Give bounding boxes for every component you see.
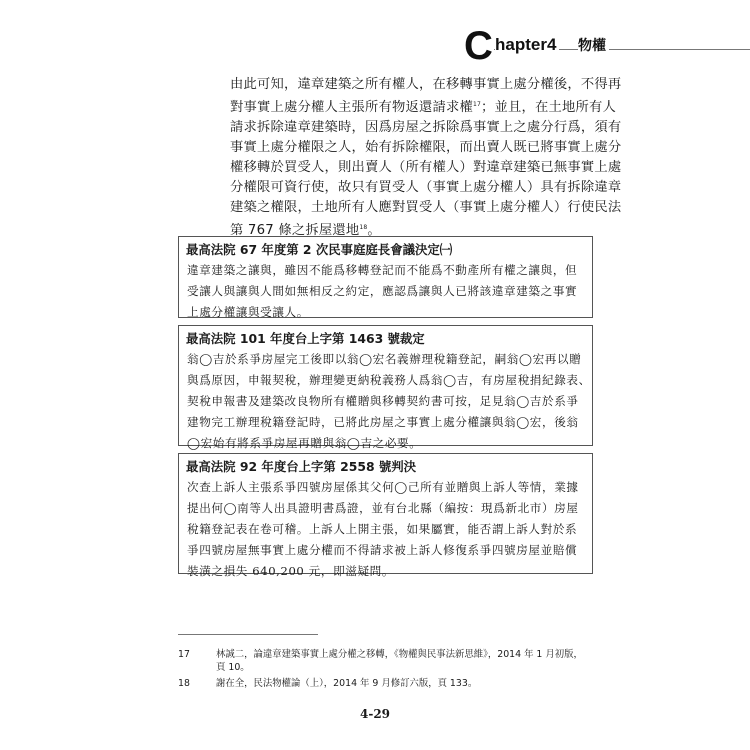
case-text-line: 上處分權讓與受讓人。	[187, 305, 309, 319]
case-box-2	[178, 325, 593, 450]
case-text-line: 違章建築之讓與，雖因不能爲移轉登記而不能爲不動產所有權之讓與，但	[187, 263, 578, 277]
footnote-rule	[178, 634, 318, 635]
chapter-title: 物權	[578, 37, 609, 55]
case-text-line: 契稅申報書及建築改良物所有權贈與移轉契約書可按，足見翁◯吉於系爭	[187, 394, 579, 408]
paragraph-line: 第 767 條之拆屋還地$^{18}$。	[230, 223, 381, 238]
paragraph-text: ；並且，在土地所有人	[481, 100, 616, 115]
case-box-1	[178, 236, 593, 318]
case-text-line: 建物完工辦理稅籍登記時，已將此房屋之事實上處分權讓與翁◯宏，後翁	[187, 415, 579, 429]
paragraph-text: 第 767 條之拆屋還地	[230, 223, 360, 238]
case-text-line: ◯宏始有將系爭房屋再贈與翁◯吉之必要。	[187, 436, 422, 450]
footnote-number: 17	[178, 649, 190, 660]
footnote-ref: 18	[359, 224, 368, 231]
case-text-line: 稅籍登記表在卷可稽。上訴人上開主張，如果屬實，能否謂上訴人對於系	[187, 522, 578, 536]
paragraph-line	[230, 95, 616, 118]
case-text-line: 次查上訴人主張系爭四號房屋係其父何◯己所有並贈與上訴人等情，業據	[187, 480, 579, 494]
footnote-17	[178, 648, 583, 661]
case-title: 最高法院 101 年度台上字第 1463 號裁定	[186, 331, 425, 346]
case-box-3	[178, 453, 593, 578]
chapter-label: hapter4	[495, 36, 559, 54]
paragraph-line: 權移轉於買受人，則出賣人（所有權人）對違章建築已無事實上處	[230, 160, 622, 175]
paragraph-line: 事實上處分權限之人，始有拆除權限，而出賣人既已將事實上處分	[230, 140, 622, 155]
paragraph-text: 對事實上處分權人主張所有物返還請求權	[230, 100, 473, 115]
footnote-number: 18	[178, 678, 190, 689]
case-text-line: 爭四號房屋無事實上處分權而不得請求被上訴人修復系爭四號房屋並賠償	[187, 543, 578, 557]
case-text-line: 受讓人與讓與人間如無相反之約定，應認爲讓與人已將該違章建築之事實	[187, 284, 578, 298]
case-text-line: 與爲原因，申報契稅，辦理變更納稅義務人爲翁◯吉，有房屋稅捐紀錄表、	[187, 373, 591, 387]
chapter-header	[464, 24, 750, 70]
paragraph-line: 請求拆除違章建築時，因爲房屋之拆除爲事實上之處分行爲，須有	[230, 120, 622, 135]
case-text-line: 翁◯吉於系爭房屋完工後即以翁◯宏名義辦理稅籍登記，嗣翁◯宏再以贈	[187, 352, 582, 366]
footnote-text: 謝在全，民法物權論（上），2014 年 9 月修訂六版，頁 133。	[216, 678, 478, 689]
case-text-line: 裝潢之損失 640,200 元，即滋疑問。	[187, 564, 395, 578]
footnote-text: 林誠二，論違章建築事實上處分權之移轉，《物權與民事法新思維》，2014 年 1 月初版，	[216, 649, 583, 660]
case-text-line: 提出何◯南等人出具證明書爲證，並有台北縣（編按：現爲新北市）房屋	[187, 501, 579, 515]
case-title: 最高法院 67 年度第 2 次民事庭庭長會議決定㈠	[186, 242, 453, 257]
paragraph-line: 由此可知，違章建築之所有權人，在移轉事實上處分權後，不得再	[230, 77, 622, 92]
body-paragraph	[230, 75, 622, 241]
case-title: 最高法院 92 年度台上字第 2558 號判決	[186, 459, 417, 474]
footnote-17-continuation: 頁 10。	[216, 662, 250, 673]
paragraph-line: 分權限可資行使，故只有買受人（事實上處分權人）具有拆除違章	[230, 180, 622, 195]
page-number: 4-29	[359, 707, 391, 721]
footnote-ref: 17	[472, 101, 481, 108]
paragraph-line: 建築之權限，土地所有人應對買受人（事實上處分權人）行使民法	[230, 200, 622, 215]
chapter-initial: C	[464, 24, 493, 68]
footnote-18	[178, 677, 477, 690]
